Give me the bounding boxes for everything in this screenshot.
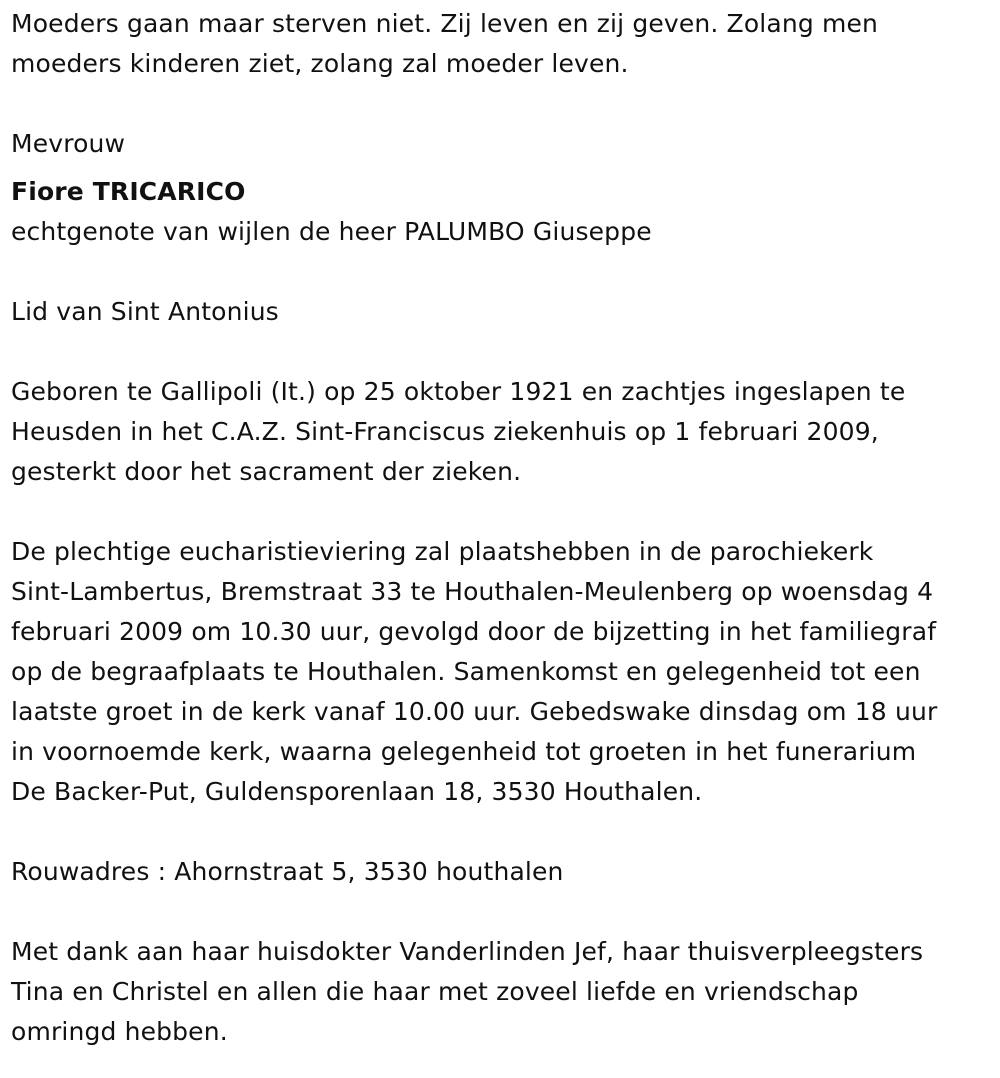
birth-death-line: Heusden in het C.A.Z. Sint-Franciscus ziekenhuis op 1 februari 2009, [11,417,879,446]
thanks-line: omringd hebben. [11,1017,228,1046]
thanks-line: Met dank aan haar huisdokter Vanderlinden Jef, haar thuisverpleegsters [11,937,924,966]
ceremony-paragraph [11,532,990,812]
ceremony-line: op de begraafplaats te Houthalen. Samenkomst en gelegenheid tot een [11,657,921,686]
spouse-line: echtgenote van wijlen de heer PALUMBO Giuseppe [11,217,652,246]
intro-poem [11,4,990,84]
ceremony-line: De Backer-Put, Guldensporenlaan 18, 3530 Houthalen. [11,777,703,806]
membership-line: Lid van Sint Antonius [11,297,279,326]
intro-line: Moeders gaan maar sterven niet. Zij leven en zij geven. Zolang men [11,9,878,38]
deceased-name: Fiore TRICARICO [11,177,246,206]
thanks-line: Tina en Christel en allen die haar met zoveel liefde en vriendschap [11,977,859,1006]
ceremony-line: Sint-Lambertus, Bremstraat 33 te Houthalen-Meulenberg op woensdag 4 [11,577,934,606]
salutation: Mevrouw [11,129,126,158]
thanks-paragraph [11,932,990,1052]
ceremony-line: De plechtige eucharistieviering zal plaatshebben in de parochiekerk [11,537,874,566]
intro-line: moeders kinderen ziet, zolang zal moeder leven. [11,49,629,78]
ceremony-line: laatste groet in de kerk vanaf 10.00 uur. Gebedswake dinsdag om 18 uur [11,697,938,726]
birth-death-line: gesterkt door het sacrament der zieken. [11,457,522,486]
ceremony-line: februari 2009 om 10.30 uur, gevolgd door de bijzetting in het familiegraf [11,617,937,646]
mourning-address: Rouwadres : Ahornstraat 5, 3530 houthalen [11,857,564,886]
birth-death-paragraph [11,372,990,492]
birth-death-line: Geboren te Gallipoli (It.) op 25 oktober 1921 en zachtjes ingeslapen te [11,377,906,406]
ceremony-line: in voornoemde kerk, waarna gelegenheid tot groeten in het funerarium [11,737,917,766]
